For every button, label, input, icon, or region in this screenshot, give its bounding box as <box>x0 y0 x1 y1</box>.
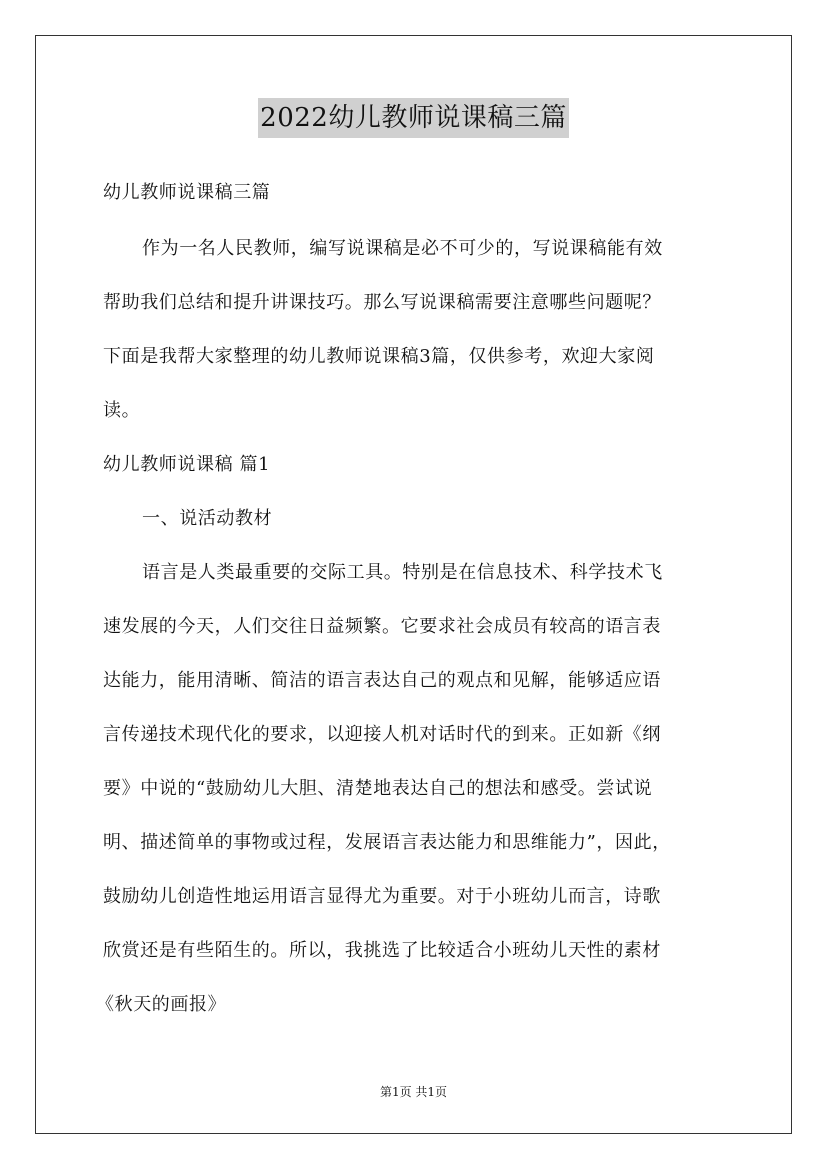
intro-line-3: 下面是我帮大家整理的幼儿教师说课稿3篇，仅供参考，欢迎大家阅 <box>103 346 655 367</box>
body-line-4: 言传递技术现代化的要求，以迎接人机对话时代的到来。正如新《纲 <box>103 724 661 745</box>
body-line-3: 达能力，能用清晰、简洁的语言表达自己的观点和见解，能够适应语 <box>103 670 661 691</box>
body-line-8: 欣赏还是有些陌生的。所以，我挑选了比较适合小班幼儿天性的素材 <box>103 940 661 961</box>
body-line-2: 速发展的今天，人们交往日益频繁。它要求社会成员有较高的语言表 <box>103 616 661 637</box>
document-subtitle: 幼儿教师说课稿三篇 <box>103 182 271 203</box>
body-line-6: 明、描述简单的事物或过程，发展语言表达能力和思维能力”，因此， <box>103 832 671 853</box>
title-container <box>0 98 827 138</box>
intro-line-4: 读。 <box>103 400 141 421</box>
body-line-9: 《秋天的画报》 <box>96 994 227 1015</box>
intro-line-2: 帮助我们总结和提升讲课技巧。那么写说课稿需要注意哪些问题呢？ <box>103 292 661 313</box>
page-footer: 第1页 共1页 <box>379 1085 448 1099</box>
intro-line-1: 作为一名人民教师，编写说课稿是必不可少的，写说课稿能有效 <box>142 238 663 259</box>
body-line-5: 要》中说的“鼓励幼儿大胆、清楚地表达自己的想法和感受。尝试说 <box>103 778 653 799</box>
section-heading: 幼儿教师说课稿 篇1 <box>103 454 271 475</box>
subsection-heading: 一、说活动教材 <box>142 508 273 529</box>
body-line-7: 鼓励幼儿创造性地运用语言显得尤为重要。对于小班幼儿而言，诗歌 <box>103 886 661 907</box>
body-line-1: 语言是人类最重要的交际工具。特别是在信息技术、科学技术飞 <box>142 562 663 583</box>
document-title: 2022幼儿教师说课稿三篇 <box>258 98 569 138</box>
